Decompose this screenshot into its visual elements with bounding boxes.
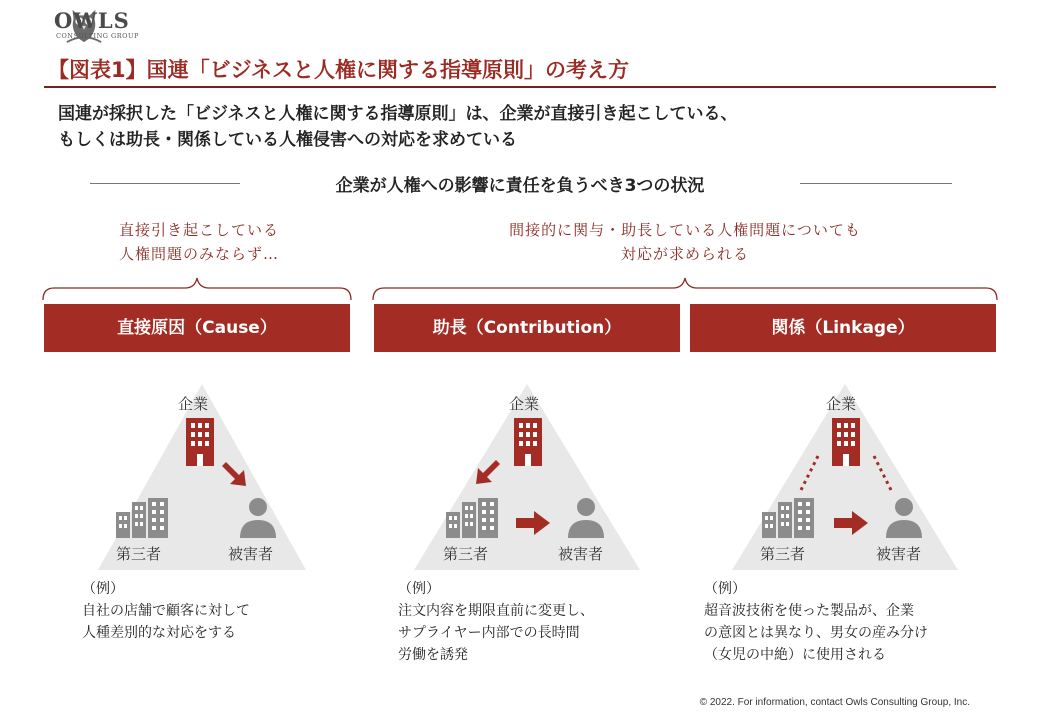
- title-divider: [44, 86, 996, 88]
- example-cause: [82, 578, 250, 644]
- band-linkage: 関係（Linkage）: [690, 304, 996, 352]
- band-cause: 直接原因（Cause）: [44, 304, 350, 352]
- example-line: （女児の中絶）に使用される: [704, 647, 886, 663]
- example-head-2: （例）: [398, 581, 440, 597]
- band-contribution: 助長（Contribution）: [374, 304, 680, 352]
- brace-right: [370, 276, 1000, 302]
- third-party-buildings-icon: [446, 498, 498, 538]
- dotted-link-left-icon: [796, 454, 822, 494]
- note-left-line-1: 直接引き起こしている: [118, 221, 279, 239]
- label-third-party-3: 第三者: [760, 545, 806, 563]
- company-building-icon: [832, 418, 860, 466]
- example-line: の意図とは異なり、男女の産み分け: [704, 625, 928, 641]
- example-line: 注文内容を期限直前に変更し、: [398, 603, 594, 619]
- note-right: [374, 218, 996, 266]
- lead-line-2: もしくは助長・関係している人権侵害への対応を求めている: [58, 130, 517, 150]
- third-party-buildings-icon: [116, 498, 168, 538]
- label-victim-2: 被害者: [558, 545, 604, 563]
- lead-text: [58, 101, 738, 153]
- label-company-3: 企業: [826, 395, 857, 413]
- arrow-down-left-icon: [472, 458, 502, 488]
- label-company-2: 企業: [509, 395, 540, 413]
- section-title: 企業が人権への影響に責任を負うべき3つの状況: [335, 176, 705, 196]
- label-third-party-2: 第三者: [443, 545, 489, 563]
- label-victim-1: 被害者: [228, 545, 274, 563]
- company-building-icon: [186, 418, 214, 466]
- brand-sub: CONSULTING GROUP: [56, 32, 139, 40]
- arrow-right-icon: [516, 511, 550, 535]
- note-left-line-2: 人権問題のみならず…: [118, 245, 279, 263]
- third-party-buildings-icon: [762, 498, 814, 538]
- victim-person-icon: [238, 496, 278, 538]
- example-contribution: [398, 578, 594, 666]
- victim-person-icon: [566, 496, 606, 538]
- arrow-down-right-icon: [220, 460, 250, 490]
- brace-left: [40, 276, 354, 302]
- footer-copyright: © 2022. For information, contact Owls Consulting Group, Inc.: [699, 697, 970, 708]
- dotted-link-right-icon: [870, 454, 896, 494]
- brand-name: OWLS: [54, 8, 130, 33]
- example-line: 人種差別的な対応をする: [82, 625, 236, 641]
- label-company-1: 企業: [178, 395, 209, 413]
- example-linkage: [704, 578, 928, 666]
- label-third-party-1: 第三者: [116, 545, 162, 563]
- note-right-line-1: 間接的に関与・助長している人権問題についても: [509, 221, 861, 239]
- victim-person-icon: [884, 496, 924, 538]
- example-line: 超音波技術を使った製品が、企業: [704, 603, 914, 619]
- company-building-icon: [514, 418, 542, 466]
- example-line: 自社の店舗で顧客に対して: [82, 603, 250, 619]
- page-title: 【図表1】国連「ビジネスと人権に関する指導原則」の考え方: [48, 58, 629, 82]
- example-line: 労働を誘発: [398, 647, 468, 663]
- example-head-1: （例）: [82, 581, 124, 597]
- label-victim-3: 被害者: [876, 545, 922, 563]
- note-right-line-2: 対応が求められる: [620, 245, 749, 263]
- example-head-3: （例）: [704, 581, 746, 597]
- note-left: [44, 218, 354, 266]
- lead-line-1: 国連が採択した「ビジネスと人権に関する指導原則」は、企業が直接引き起こしている、: [58, 104, 738, 124]
- arrow-right-icon: [834, 511, 868, 535]
- example-line: サプライヤー内部での長時間: [398, 625, 580, 641]
